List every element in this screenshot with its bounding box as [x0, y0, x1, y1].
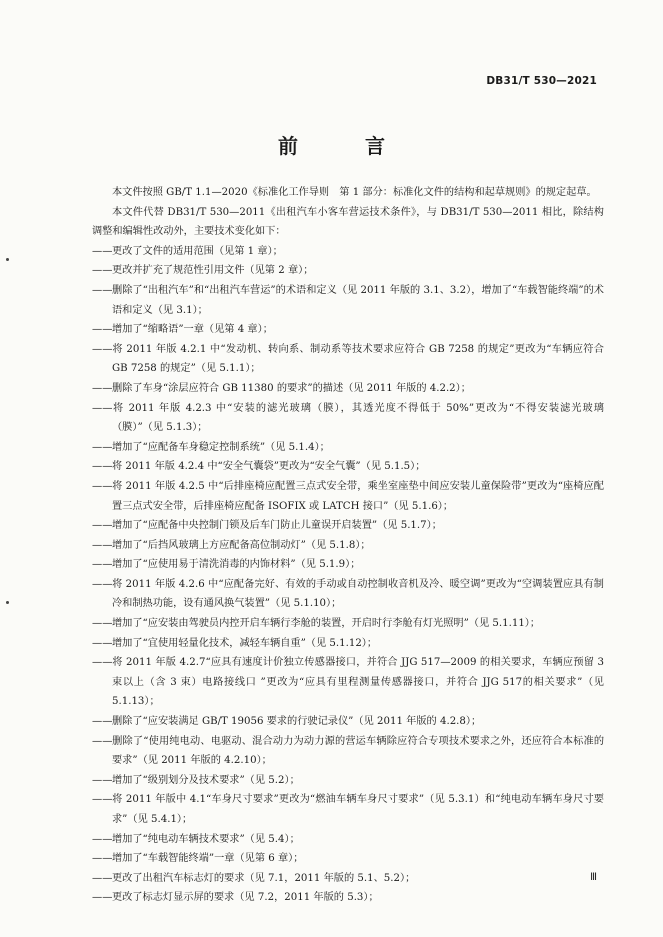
list-dash: —— [92, 402, 113, 414]
list-dash: —— [92, 618, 113, 630]
change-item [92, 830, 604, 850]
change-text: 删除了“使用纯电动、电驱动、混合动力为动力源的营运车辆除应符合专项技术要求之外，还应符合本标准的要求”（见 2011 年版的 4.2.10）； [112, 735, 604, 767]
change-text: 增加了“应配备中央控制门锁及后车门防止儿童误开启装置”（见 5.1.7）； [112, 520, 442, 532]
change-text: 增加了“车载智能终端”一章（见第 6 章）； [112, 853, 304, 865]
change-text: 增加了“级别划分及技术要求”（见 5.2）； [112, 774, 300, 786]
list-dash: —— [92, 872, 113, 884]
list-dash: —— [92, 461, 113, 473]
change-text: 增加了“应使用易于清洗消毒的内饰材料”（见 5.1.9）； [112, 559, 361, 571]
change-item [92, 653, 604, 712]
list-dash: —— [92, 480, 113, 492]
change-item [92, 399, 604, 438]
change-item [92, 790, 604, 829]
list-dash: —— [92, 578, 113, 590]
margin-mark [6, 601, 9, 604]
change-text: 增加了“缩略语”一章（见第 4 章）； [112, 324, 273, 336]
list-dash: —— [92, 774, 113, 786]
change-item [92, 281, 604, 320]
change-item [92, 536, 604, 556]
change-item [92, 732, 604, 771]
intro-paragraph: 本文件代替 DB31/T 530—2011《出租汽车小客车营运技术条件》，与 DB31/T 530—2011 相比，除结构调整和编辑性改动外，主要技术变化如下： [92, 206, 604, 238]
list-dash: —— [92, 735, 113, 747]
change-text: 将 2011 年版 4.2.5 中“后排座椅应配置三点式安全带，乘坐室座垫中间应安装儿童保险带”更改为“座椅应配置三点式安全带，后排座椅应配备 ISOFIX 或 LATCH 接口”（见 5.1.6）； [112, 480, 604, 512]
list-dash: —— [92, 853, 113, 865]
change-item [92, 477, 604, 516]
change-item [92, 261, 604, 281]
change-text: 更改了标志灯显示屏的要求（见 7.2，2011 年版的 5.3）； [112, 892, 379, 904]
change-text: 删除了“出租汽车”和“出租汽车营运”的术语和定义（见 2011 年版的 3.1、3.2），增加了“车载智能终端”的术语和定义（见 3.1）； [112, 284, 604, 316]
change-item [92, 888, 604, 908]
change-item [92, 242, 604, 262]
change-text: 更改了文件的适用范围（见第 1 章）； [112, 245, 283, 257]
change-item [92, 575, 604, 614]
change-text: 更改并扩充了规范性引用文件（见第 2 章）； [112, 265, 314, 277]
page-title: 前 言 [278, 134, 415, 158]
change-item [92, 320, 604, 340]
change-text: 将 2011 年版中 4.1“车身尺寸要求”更改为“燃油车辆车身尺寸要求”（见 5.3.1）和“纯电动车辆车身尺寸要求”（见 5.4.1）； [112, 794, 604, 825]
list-dash: —— [92, 520, 113, 532]
list-dash: —— [92, 657, 113, 669]
list-dash: —— [92, 284, 113, 296]
margin-mark [6, 258, 9, 261]
page-number: Ⅲ [590, 872, 597, 883]
list-dash: —— [92, 441, 113, 453]
change-item [92, 771, 604, 791]
change-item [92, 634, 604, 654]
change-item [92, 869, 604, 889]
list-dash: —— [92, 245, 113, 257]
change-text: 增加了“应安装由驾驶员内控开启车辆行李舱的装置，开启时行李舱有灯光照明”（见 5.1.11）； [112, 618, 541, 630]
list-dash: —— [92, 343, 113, 355]
list-dash: —— [92, 716, 113, 728]
change-item [92, 340, 604, 379]
list-dash: —— [92, 892, 113, 904]
list-dash: —— [92, 559, 113, 571]
intro-paragraph: 本文件按照 GB/T 1.1—2020《标准化工作导则 第 1 部分：标准化文件的结构和起草规则》的规定起草。 [112, 187, 597, 198]
change-item [92, 555, 604, 575]
change-item [92, 849, 604, 869]
list-dash: —— [92, 637, 113, 649]
change-item [92, 614, 604, 634]
change-item [92, 379, 604, 399]
changes-list [92, 242, 604, 908]
change-item [92, 516, 604, 536]
change-text: 增加了“后挡风玻璃上方应配备高位制动灯”（见 5.1.8）； [112, 539, 371, 551]
change-text: 增加了“应配备车身稳定控制系统”（见 5.1.4）； [112, 441, 330, 453]
document-code: DB31/T 530—2021 [486, 75, 597, 87]
list-dash: —— [92, 539, 113, 551]
change-text: 将 2011 年版 4.2.4 中“安全气囊袋”更改为“安全气囊”（见 5.1.5）； [112, 461, 426, 473]
list-dash: —— [92, 324, 113, 336]
change-text: 增加了“纯电动车辆技术要求”（见 5.4）； [112, 833, 300, 845]
list-dash: —— [92, 265, 113, 277]
change-text: 将 2011 年版 4.2.1 中“发动机、转向系、制动系等技术要求应符合 GB 7258 的规定”更改为“车辆应符合 GB 7258 的规定”（见 5.1.1）； [112, 343, 604, 375]
change-text: 将 2011 年版 4.2.6 中“应配备完好、有效的手动或自动控制收音机及冷、暖空调”更改为“空调装置应具有制冷和制热功能，设有通风换气装置”（见 5.1.10）； [112, 578, 604, 610]
change-text: 删除了“应安装满足 GB/T 19056 要求的行驶记录仪”（见 2011 年版的 4.2.8）； [112, 716, 482, 728]
foreword-body [92, 183, 604, 908]
change-item [92, 438, 604, 458]
list-dash: —— [92, 794, 113, 806]
list-dash: —— [92, 382, 113, 394]
change-item [92, 712, 604, 732]
change-text: 将 2011 年版 4.2.3 中“安装的滤光玻璃（膜），其透光度不得低于 50%”更改为“不得安装滤光玻璃（膜）”（见 5.1.3）； [112, 402, 604, 434]
change-text: 删除了车身“涂层应符合 GB 11380 的要求”的描述（见 2011 年版的 4.2.2）； [112, 382, 471, 394]
change-text: 将 2011 年版 4.2.7“应具有速度计价独立传感器接口，并符合 JJG 517—2009 的相关要求，车辆应预留 3 束以上（含 3 束）电路接线口 ”更改为“应具有里程测量传感器接口，并符合 JJG 517的相关要求”（见 5.1.13）； [112, 657, 604, 708]
change-text: 更改了出租汽车标志灯的要求（见 7.1，2011 年版的 5.1、5.2）； [112, 872, 416, 884]
list-dash: —— [92, 833, 113, 845]
change-item [92, 457, 604, 477]
change-text: 增加了“宜使用轻量化技术，减轻车辆自重”（见 5.1.12）； [112, 637, 378, 649]
